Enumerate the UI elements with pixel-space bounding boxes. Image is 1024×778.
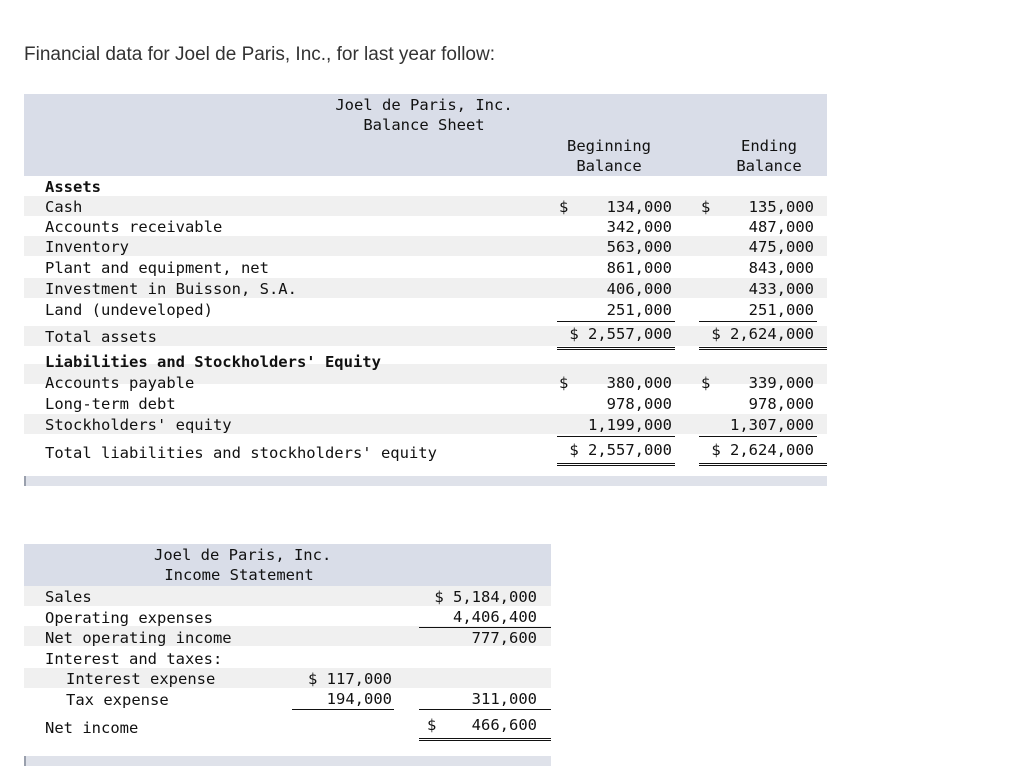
- interest-expense-value: $ 117,000: [308, 670, 392, 688]
- asset-begin-investment: 406,000: [606, 280, 672, 298]
- opex-label: Operating expenses: [45, 609, 213, 627]
- total-double-rule: [557, 347, 675, 350]
- asset-begin-land: 251,000: [606, 301, 672, 319]
- total-assets-end: $ 2,624,000: [711, 325, 814, 343]
- liab-begin-ap: 380,000: [606, 374, 672, 392]
- asset-end-plant: 843,000: [748, 259, 814, 277]
- horizontal-scrollbar[interactable]: [24, 756, 551, 766]
- total-double-rule: [557, 463, 675, 466]
- income-statement-table: [24, 544, 551, 766]
- asset-label-plant: Plant and equipment, net: [45, 259, 269, 277]
- net-income-value: 466,600: [471, 716, 537, 734]
- assets-header: Assets: [45, 178, 101, 196]
- asset-label-cash: Cash: [45, 198, 83, 216]
- total-double-rule: [419, 738, 551, 741]
- interest-expense-label: Interest expense: [66, 670, 216, 688]
- tax-expense-value: 194,000: [326, 690, 392, 708]
- col-ending-label: Ending: [741, 137, 797, 155]
- intro-text: Financial data for Joel de Paris, Inc., for last year follow:: [24, 44, 495, 65]
- income-statement-company: Joel de Paris, Inc.: [154, 546, 332, 564]
- liabilities-header: Liabilities and Stockholders' Equity: [45, 353, 381, 371]
- liab-label-ltd: Long-term debt: [45, 395, 176, 413]
- col-ending-sub: Balance: [736, 157, 802, 175]
- subtotal-rule: [419, 709, 551, 710]
- dollar-sign: $: [559, 374, 569, 392]
- asset-label-ar: Accounts receivable: [45, 218, 223, 236]
- asset-begin-cash: 134,000: [606, 198, 672, 216]
- balance-sheet-table: [24, 94, 827, 486]
- asset-end-investment: 433,000: [748, 280, 814, 298]
- liab-begin-ltd: 978,000: [606, 395, 672, 413]
- asset-end-land: 251,000: [748, 301, 814, 319]
- income-statement-title: Income Statement: [164, 566, 314, 584]
- asset-begin-ar: 342,000: [606, 218, 672, 236]
- sales-value: $ 5,184,000: [434, 588, 537, 606]
- subtotal-rule: [557, 321, 675, 322]
- asset-label-investment: Investment in Buisson, S.A.: [45, 280, 297, 298]
- asset-end-ar: 487,000: [748, 218, 814, 236]
- liab-label-ap: Accounts payable: [45, 374, 195, 392]
- asset-begin-plant: 861,000: [606, 259, 672, 277]
- asset-end-cash: 135,000: [748, 198, 814, 216]
- net-income-label: Net income: [45, 719, 139, 737]
- tax-expense-label: Tax expense: [66, 691, 169, 709]
- asset-end-inventory: 475,000: [748, 238, 814, 256]
- liab-end-se: 1,307,000: [730, 416, 814, 434]
- liab-end-ap: 339,000: [748, 374, 814, 392]
- noi-value: 777,600: [471, 629, 537, 647]
- subtotal-rule: [699, 436, 817, 437]
- asset-label-land: Land (undeveloped): [45, 301, 213, 319]
- total-double-rule: [699, 463, 827, 466]
- subtotal-rule: [557, 436, 675, 437]
- total-assets-begin: $ 2,557,000: [569, 325, 672, 343]
- col-beginning-label: Beginning: [567, 137, 651, 155]
- liab-end-ltd: 978,000: [748, 395, 814, 413]
- balance-sheet-title: Balance Sheet: [363, 116, 485, 134]
- total-liab-label: Total liabilities and stockholders' equity: [45, 444, 437, 462]
- liab-label-se: Stockholders' equity: [45, 416, 232, 434]
- subtotal-rule: [292, 709, 394, 710]
- subtotal-rule: [699, 321, 817, 322]
- opex-value: 4,406,400: [453, 608, 537, 626]
- horizontal-scrollbar[interactable]: [24, 476, 827, 486]
- interest-taxes-total: 311,000: [471, 690, 537, 708]
- col-beginning-sub: Balance: [576, 157, 642, 175]
- total-assets-label: Total assets: [45, 328, 157, 346]
- dollar-sign: $: [427, 716, 437, 734]
- subtotal-rule: [419, 627, 551, 628]
- liab-begin-se: 1,199,000: [588, 416, 672, 434]
- asset-begin-inventory: 563,000: [606, 238, 672, 256]
- balance-sheet-company: Joel de Paris, Inc.: [335, 96, 513, 114]
- noi-label: Net operating income: [45, 629, 232, 647]
- dollar-sign: $: [559, 198, 569, 216]
- asset-label-inventory: Inventory: [45, 238, 129, 256]
- total-liab-begin: $ 2,557,000: [569, 441, 672, 459]
- total-double-rule: [699, 347, 827, 350]
- dollar-sign: $: [701, 198, 711, 216]
- sales-label: Sales: [45, 588, 92, 606]
- interest-taxes-label: Interest and taxes:: [45, 650, 223, 668]
- total-liab-end: $ 2,624,000: [711, 441, 814, 459]
- dollar-sign: $: [701, 374, 711, 392]
